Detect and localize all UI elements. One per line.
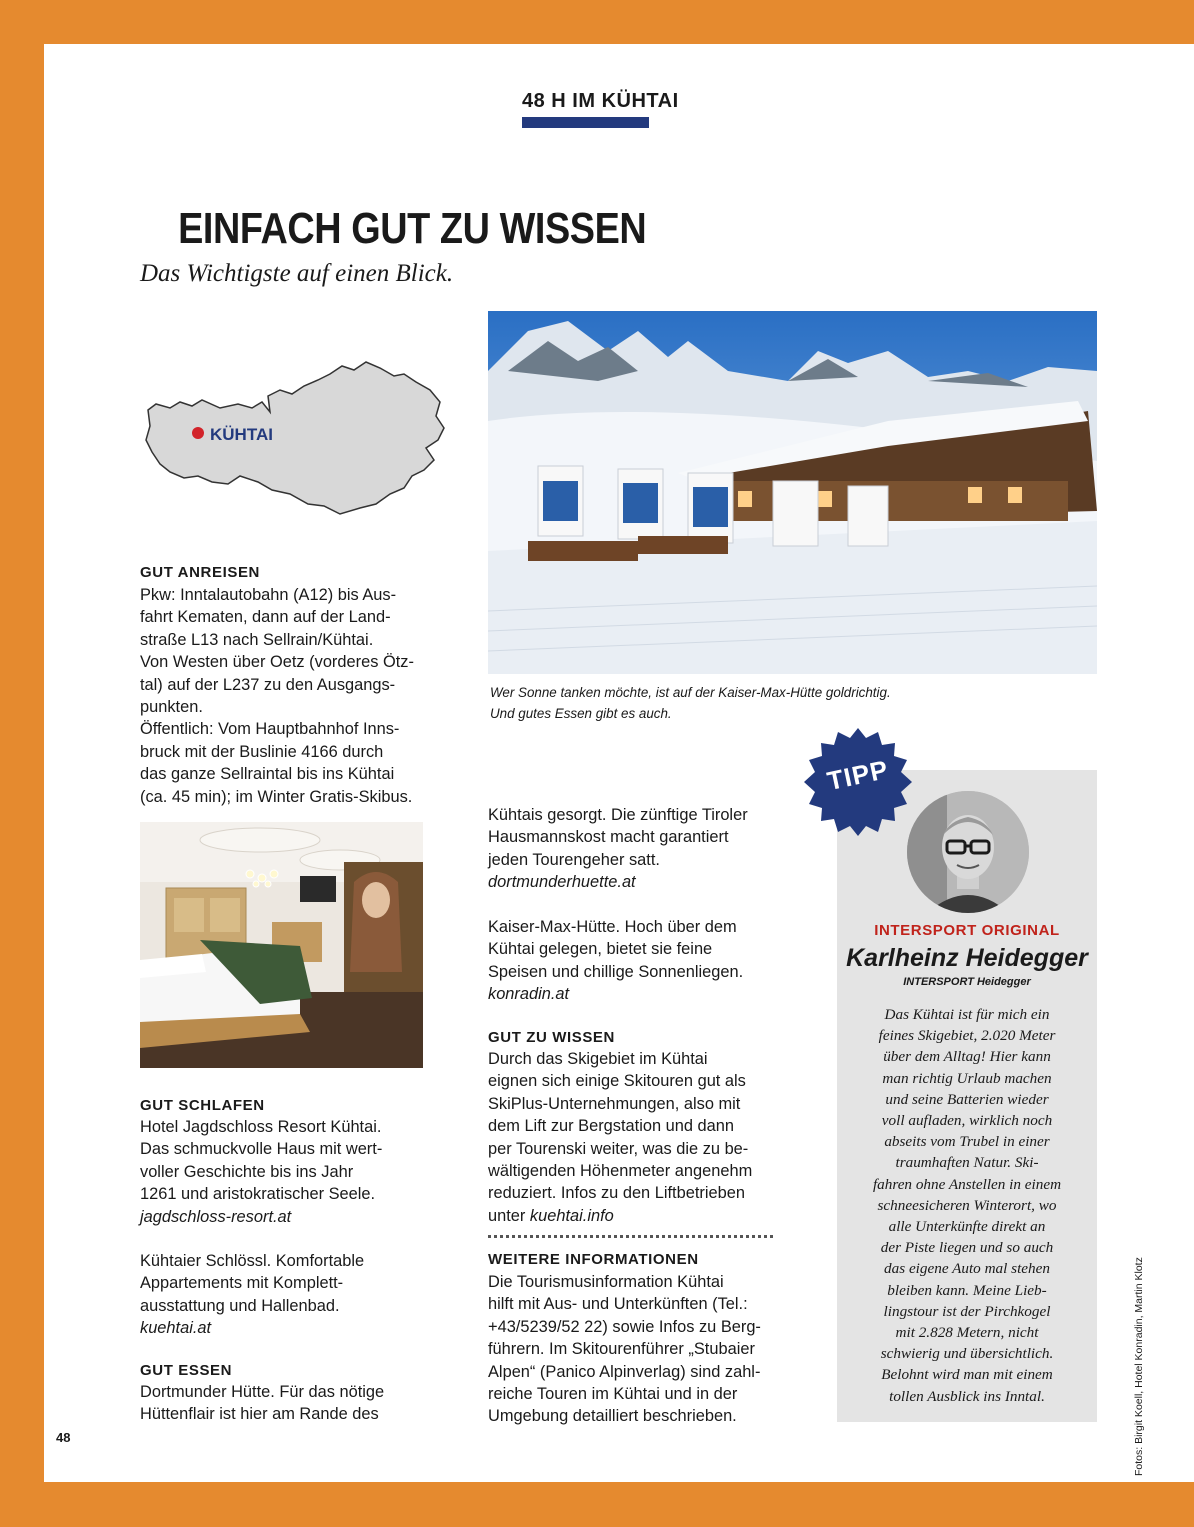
tipp-label: TIPP bbox=[824, 753, 892, 797]
text-gut-schlafen-hotel: Hotel Jagdschloss Resort Kühtai. Das schmuckvolle Haus mit wert- voller Geschichte bis ins Jahr 1261 und aristokratischer Seele. bbox=[140, 1118, 383, 1204]
text-gut-anreisen: Pkw: Inntalautobahn (A12) bis Aus- fahrt Kematen, dann auf der Land- straße L13 nach Sellrain/Kühtai. Von Westen über Oetz (vorderes Ötz- tal) auf der L237 zu den Ausgangs- punkten. Öffentlich: Vom Hauptbahnhof Inns- bruck mit der Buslinie 4166 durch das ganze Sellraintal bis ins Kühtai (ca. 45 min); im Winter Gratis-Skibus. bbox=[140, 586, 414, 806]
tipp-intersport-original: INTERSPORT ORIGINAL bbox=[874, 922, 1060, 939]
avatar-karlheinz-heidegger bbox=[907, 791, 1029, 913]
heading-gut-essen: GUT ESSEN bbox=[140, 1362, 233, 1379]
map-label-kuehtai: KÜHTAI bbox=[210, 425, 273, 444]
kicker-underline bbox=[522, 117, 649, 128]
link-konradin[interactable]: konradin.at bbox=[488, 985, 570, 1003]
photo-credit: Fotos: Birgit Koell, Hotel Konradin, Martin Klotz bbox=[1133, 1257, 1145, 1476]
section-divider bbox=[488, 1235, 773, 1238]
gut-zu-wissen-link-line bbox=[488, 1205, 614, 1227]
text-gut-essen-dortmunder: Dortmunder Hütte. Für das nötige Hüttenflair ist hier am Rande des bbox=[140, 1383, 385, 1424]
page-number: 48 bbox=[56, 1430, 71, 1445]
gut-zu-wissen-url-prefix: unter bbox=[488, 1207, 530, 1225]
photo-caption: Wer Sonne tanken möchte, ist auf der Kaiser-Max-Hütte goldrichtig. Und gutes Essen gibt es auch. bbox=[490, 685, 891, 721]
tipp-quote: Das Kühtai ist für mich ein feines Skigebiet, 2.020 Meter über dem Alltag! Hier kann man richtig Urlaub machen und seine Batterien wieder voll aufladen, wirklich noch abseits vom Trubel in einer traumhaften Natur. Ski- fahren ohne Anstellen in einem schneesicheren Winterort, wo alle Unterkünfte direkt an der Piste liegen und so auch das eigene Auto mal stehen bleiben kann. Meine Lieb- lingstour ist der Pirchkogel mit 2.828 Metern, nicht schwierig und übersichtlich. Belohnt wird man mit einem tollen Ausblick ins Inntal. bbox=[872, 1006, 1062, 1405]
link-kuehtai-info[interactable]: kuehtai.info bbox=[529, 1207, 614, 1225]
link-kuehtai[interactable]: kuehtai.at bbox=[140, 1319, 212, 1337]
tipp-company: INTERSPORT Heidegger bbox=[903, 976, 1031, 988]
text-gut-essen-kaisermax: Kaiser-Max-Hütte. Hoch über dem Kühtai gelegen, bietet sie feine Speisen und chillige Sonnenliegen. bbox=[488, 918, 744, 981]
text-gut-schlafen-schloessl: Kühtaier Schlössl. Komfortable Appartements mit Komplett- ausstattung und Hallenbad. bbox=[140, 1252, 365, 1315]
page-subtitle: Das Wichtigste auf einen Blick. bbox=[140, 260, 454, 287]
heading-gut-anreisen: GUT ANREISEN bbox=[140, 564, 260, 581]
text-weitere-informationen: Die Tourismusinformation Kühtai hilft mit Aus- und Unterkünften (Tel.: +43/5239/52 22) sowie Infos zu Berg- führern. Im Skitourenführer „Stubaier Alpen“ (Panico Alpinverlag) sind zahl- reiche Touren im Kühtai und in der Umgebung detailliert beschrieben. bbox=[488, 1273, 761, 1426]
austria-map bbox=[140, 356, 452, 526]
heading-weitere-informationen: WEITERE INFORMATIONEN bbox=[488, 1251, 699, 1268]
heading-gut-zu-wissen: GUT ZU WISSEN bbox=[488, 1029, 615, 1046]
kaiser-max-huette-photo bbox=[488, 311, 1097, 674]
page-title: EINFACH GUT ZU WISSEN bbox=[178, 204, 647, 253]
hotel-room-photo bbox=[140, 822, 423, 1068]
link-jagdschloss[interactable]: jagdschloss-resort.at bbox=[140, 1208, 292, 1226]
text-gut-essen-dortmunder-cont: Kühtais gesorgt. Die zünftige Tiroler Hausmannskost macht garantiert jeden Tourengeher satt. bbox=[488, 806, 748, 869]
link-dortmunderhuette[interactable]: dortmunderhuette.at bbox=[488, 873, 636, 891]
kuehtai-marker-icon bbox=[192, 427, 204, 439]
tipp-person-name: Karlheinz Heidegger bbox=[846, 944, 1088, 972]
austria-shape bbox=[146, 362, 444, 514]
text-gut-zu-wissen: Durch das Skigebiet im Kühtai eignen sich einige Skitouren gut als SkiPlus-Unternehmungen, also mit dem Lift zur Bergstation und dann per Tourenski weiter, was die zu be- wältigenden Höhenmeter angenehm reduziert. Infos zu den Liftbetrieben bbox=[488, 1050, 753, 1203]
section-kicker: 48 H IM KÜHTAI bbox=[522, 90, 679, 112]
heading-gut-schlafen: GUT SCHLAFEN bbox=[140, 1097, 265, 1114]
magazine-page bbox=[44, 44, 1194, 1482]
